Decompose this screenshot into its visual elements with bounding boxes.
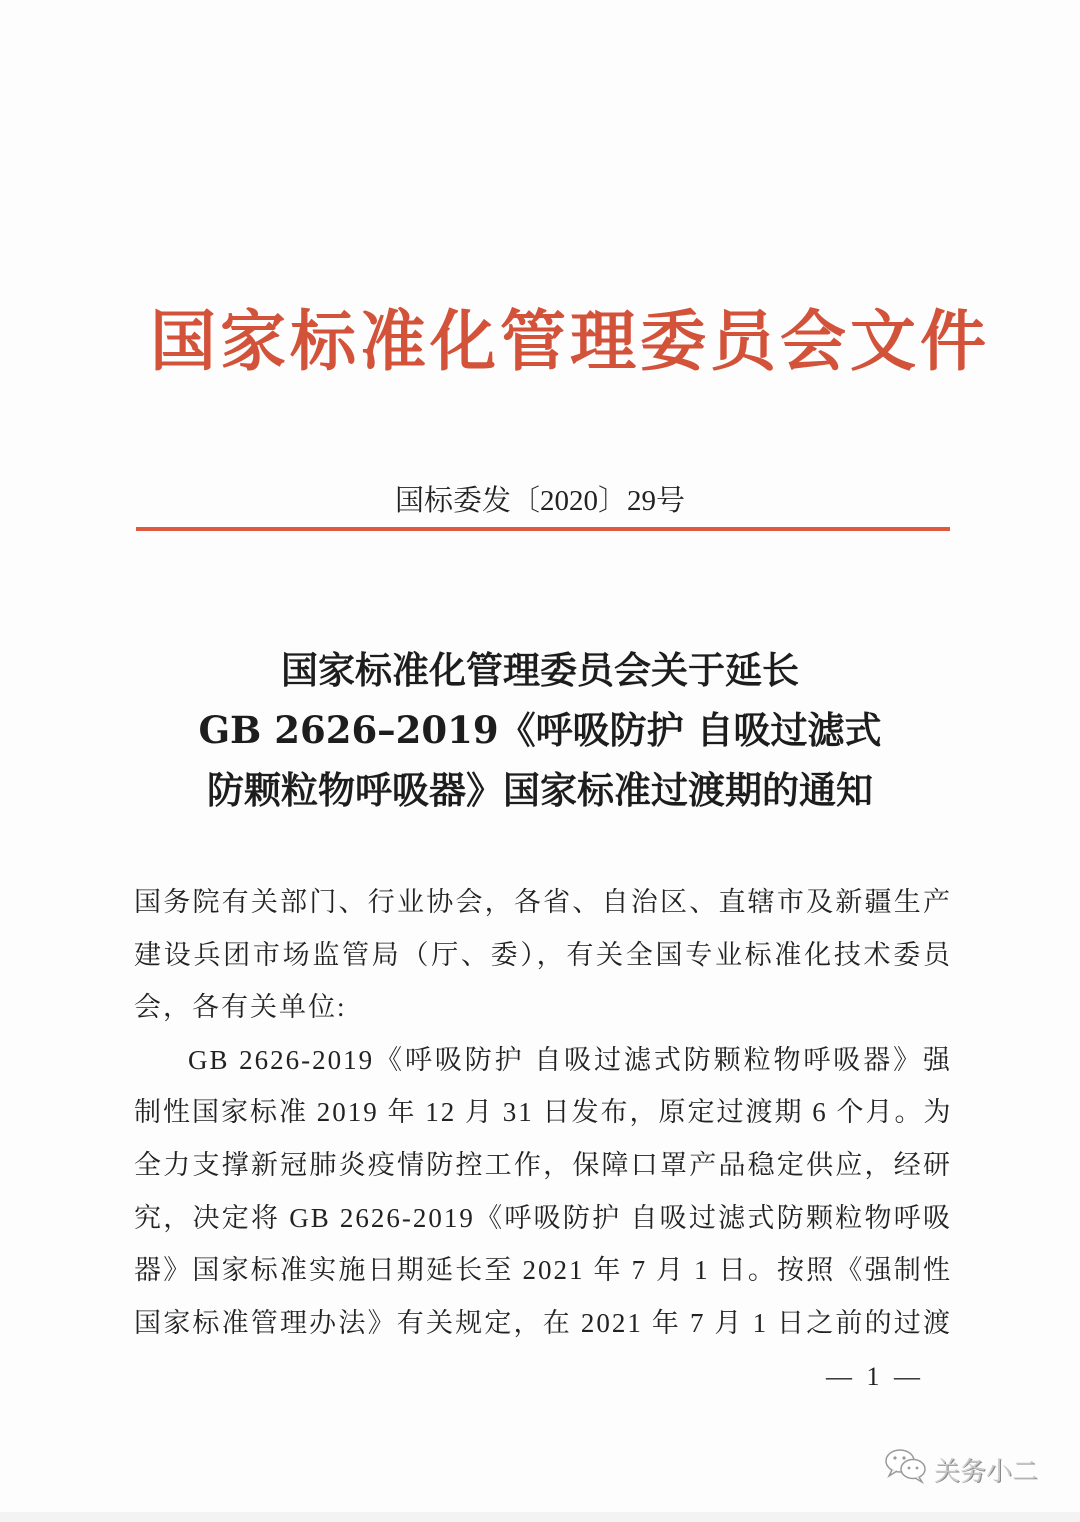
issuer-header: 国家标准化管理委员会文件 [150,302,990,380]
title-line: 防颗粒物呼吸器》国家标准过渡期的通知 [207,768,873,812]
wechat-watermark [884,1448,1038,1491]
body-line: 制性国家标准 2019 年 12 月 31 日发布，原定过渡期 6 个月。为 [134,1097,953,1128]
body-line: 国家标准管理办法》有关规定，在 2021 年 7 月 1 日之前的过渡 [134,1307,952,1338]
title-line: 国家标准化管理委员会关于延长 [281,648,799,692]
body-line: 器》国家标准实施日期延长至 2021 年 7 月 1 日。按照《强制性 [134,1255,952,1286]
body-line: 究，决定将 GB 2626-2019《呼吸防护 自吸过滤式防颗粒物呼吸 [134,1202,952,1233]
addressee-line: 国务院有关部门、行业协会，各省、自治区、直辖市及新疆生产 [134,887,952,917]
document-body [134,876,952,1349]
body-line: GB 2626-2019《呼吸防护 自吸过滤式防颗粒物呼吸器》强 [188,1044,952,1075]
red-divider-line [136,527,950,531]
document-number: 国标委发〔2020〕29号 [394,485,685,517]
watermark-account-name: 关务小二 [934,1457,1039,1487]
title-line: GB 2626–2019《呼吸防护 自吸过滤式 [198,708,882,752]
addressee-line: 建设兵团市场监管局（厅、委），有关全国专业标准化技术委员 [134,939,952,970]
bottom-edge [0,1512,1080,1522]
body-line: 全力支撑新冠肺炎疫情防控工作，保障口罩产品稳定供应，经研 [134,1149,952,1180]
addressee-line: 会，各有关单位: [134,992,347,1023]
page-number: — 1 — [826,1362,924,1391]
wechat-icon [884,1448,934,1491]
document-title [140,640,940,820]
